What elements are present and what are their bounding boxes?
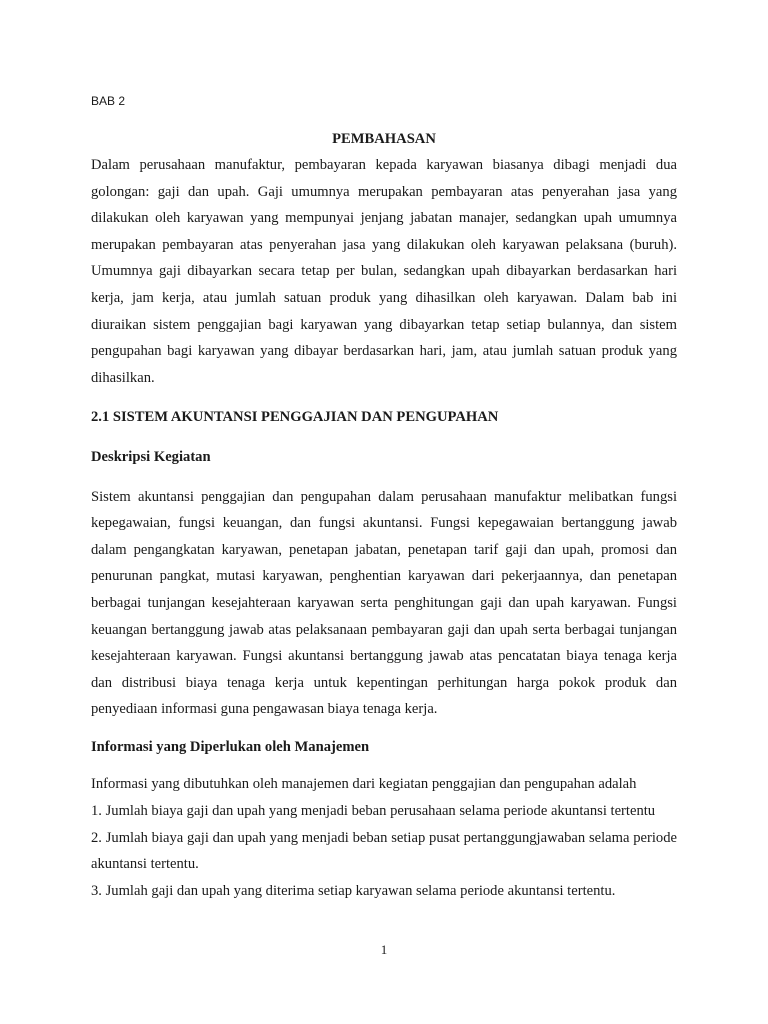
subheading-informasi-manajemen: Informasi yang Diperlukan oleh Manajemen — [91, 738, 370, 755]
intro-paragraph: Dalam perusahaan manufaktur, pembayaran kepada karyawan biasanya dibagi menjadi dua golongan: gaji dan upah. Gaji umumnya merupakan pembayaran atas penyerahan jasa yang dilakukan oleh karyawan yang mempunyai jenjang jabatan manajer, sedangkan upah umumnya merupakan pembayaran atas penyerahan jasa yang dilakukan oleh karyawan pelaksana (buruh). Umumnya gaji dibayarkan secara tetap per bulan, sedangkan upah dibayarkan berdasarkan hari kerja, jam kerja, atau jumlah satuan produk yang dihasilkan oleh karyawan. Dalam bab ini diuraikan sistem penggajian bagi karyawan yang dibayarkan tetap setiap bulannya, dan sistem pengupahan bagi karyawan yang dibayar berdasarkan hari, jam, atau jumlah satuan produk yang dihasilkan. — [91, 157, 677, 386]
paragraph-deskripsi-kegiatan: Sistem akuntansi penggajian dan pengupahan dalam perusahaan manufaktur melibatkan fungsi kepegawaian, fungsi keuangan, dan fungsi akuntansi. Fungsi kepegawaian bertanggung jawab dalam pengangkatan karyawan, penetapan jabatan, penetapan tarif gaji dan upah, promosi dan penurunan pangkat, mutasi karyawan, penghentian karyawan dari pekerjaannya, dan penetapan berbagai tunjangan kesejahteraan karyawan serta penghitungan gaji dan upah karyawan. Fungsi keuangan bertanggung jawab atas pelaksanaan pembayaran gaji dan upah serta berbagai tunjangan kesejahteraan karyawan. Fungsi akuntansi bertanggung jawab atas pencatatan biaya tenaga kerja dan distribusi biaya tenaga kerja untuk kepentingan perhitungan harga pokok produk dan penyediaan informasi guna pengawasan biaya tenaga kerja. — [91, 488, 677, 718]
paragraph-informasi-manajemen: Informasi yang dibutuhkan oleh manajemen dari kegiatan penggajian dan pengupahan adalah — [91, 776, 637, 793]
subheading-deskripsi-kegiatan: Deskripsi Kegiatan — [91, 448, 211, 465]
list-item: 2. Jumlah biaya gaji dan upah yang menjadi beban setiap pusat pertanggungjawaban selama periode akuntansi tertentu. — [91, 829, 677, 873]
section-heading: 2.1 SISTEM AKUNTANSI PENGGAJIAN DAN PENGUPAHAN — [91, 409, 499, 426]
page-title: PEMBAHASAN — [332, 131, 436, 147]
list-item: 1. Jumlah biaya gaji dan upah yang menjadi beban perusahaan selama periode akuntansi tertentu — [91, 803, 656, 820]
page-content — [91, 126, 677, 904]
list-item: 3. Jumlah gaji dan upah yang diterima setiap karyawan selama periode akuntansi tertentu. — [91, 882, 616, 899]
page-number: 1 — [380, 942, 388, 957]
chapter-label: BAB 2 — [91, 94, 126, 108]
